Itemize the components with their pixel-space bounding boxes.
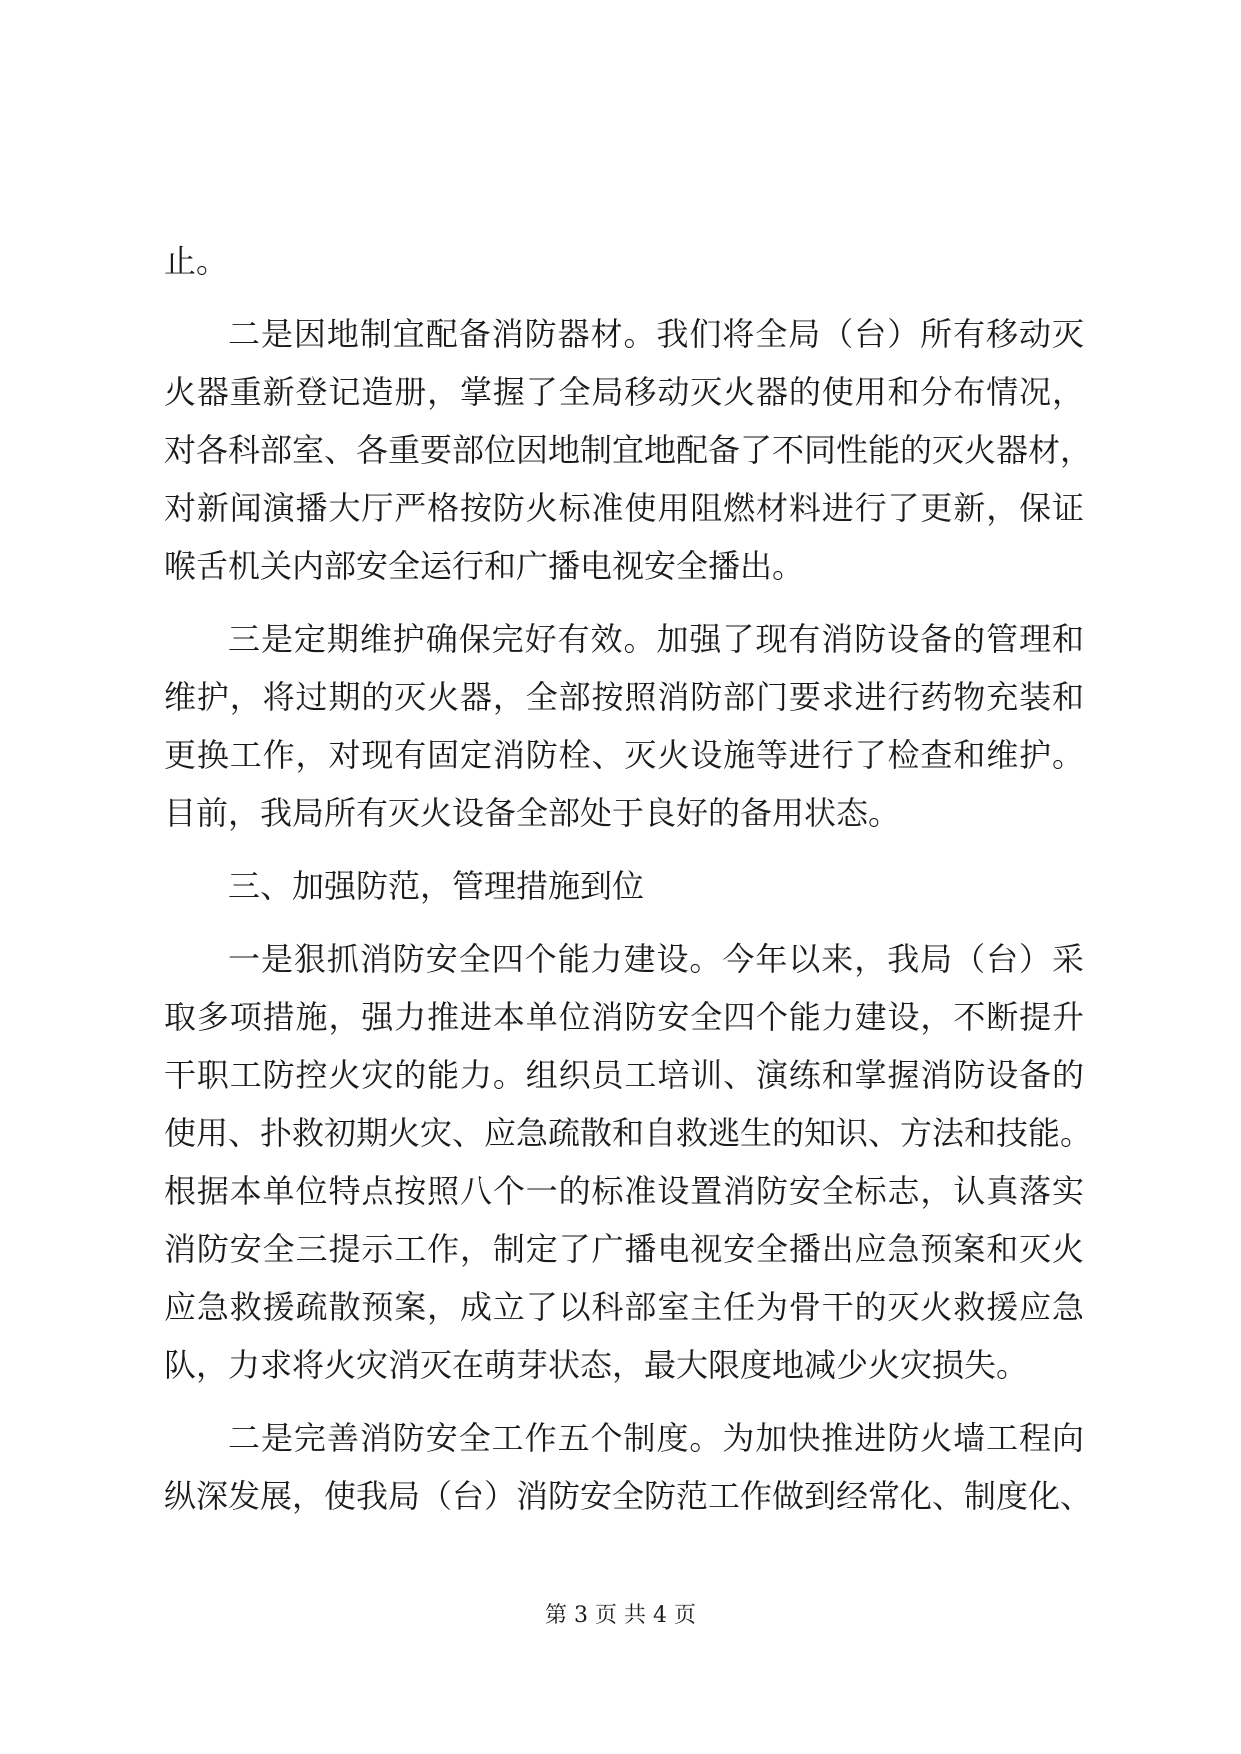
text-line: 应急救援疏散预案，成立了以科部室主任为骨干的灭火救援应急 (164, 1288, 1084, 1326)
text-line: 三是定期维护确保完好有效。加强了现有消防设备的管理和 (228, 620, 1084, 658)
paragraph (164, 232, 1084, 290)
text-line: 二是因地制宜配备消防器材。我们将全局（台）所有移动灭 (228, 315, 1084, 353)
text-line: 使用、扑救初期火灾、应急疏散和自救逃生的知识、方法和技能。 (164, 1114, 1093, 1152)
page-number-footer: 第 3 页 共 4 页 (545, 1603, 696, 1628)
text-line: 更换工作，对现有固定消防栓、灭火设施等进行了检查和维护。 (164, 736, 1084, 774)
text-line: 二是完善消防安全工作五个制度。为加快推进防火墙工程向 (228, 1419, 1084, 1457)
text-line: 喉舌机关内部安全运行和广播电视安全播出。 (164, 547, 805, 585)
text-line: 队，力求将火灾消灭在萌芽状态，最大限度地减少火灾损失。 (164, 1346, 1029, 1384)
text-line: 对新闻演播大厅严格按防火标准使用阻燃材料进行了更新，保证 (164, 489, 1084, 527)
text-line: 对各科部室、各重要部位因地制宜地配备了不同性能的灭火器材， (164, 431, 1093, 469)
text-line: 一是狠抓消防安全四个能力建设。今年以来，我局（台）采 (228, 940, 1084, 978)
text-line: 火器重新登记造册，掌握了全局移动灭火器的使用和分布情况， (164, 373, 1084, 411)
text-line: 目前，我局所有灭火设备全部处于良好的备用状态。 (164, 794, 901, 832)
section-heading (164, 857, 1084, 915)
text-line: 三、加强防范，管理措施到位 (228, 867, 645, 905)
paragraph (164, 1409, 1093, 1525)
text-line: 止。 (164, 242, 229, 280)
paragraph (164, 610, 1084, 842)
text-line: 干职工防控火灾的能力。组织员工培训、演练和掌握消防设备的 (164, 1056, 1084, 1094)
text-line: 根据本单位特点按照八个一的标准设置消防安全标志，认真落实 (164, 1172, 1084, 1210)
text-line: 取多项措施，强力推进本单位消防安全四个能力建设，不断提升 (164, 998, 1084, 1036)
text-line: 维护，将过期的灭火器，全部按照消防部门要求进行药物充装和 (164, 678, 1084, 716)
text-line: 纵深发展，使我局（台）消防安全防范工作做到经常化、制度化、 (164, 1477, 1093, 1515)
paragraph (164, 930, 1093, 1394)
paragraph (164, 305, 1093, 595)
document-body (164, 232, 1093, 1525)
text-line: 消防安全三提示工作，制定了广播电视安全播出应急预案和灭火 (164, 1230, 1084, 1268)
